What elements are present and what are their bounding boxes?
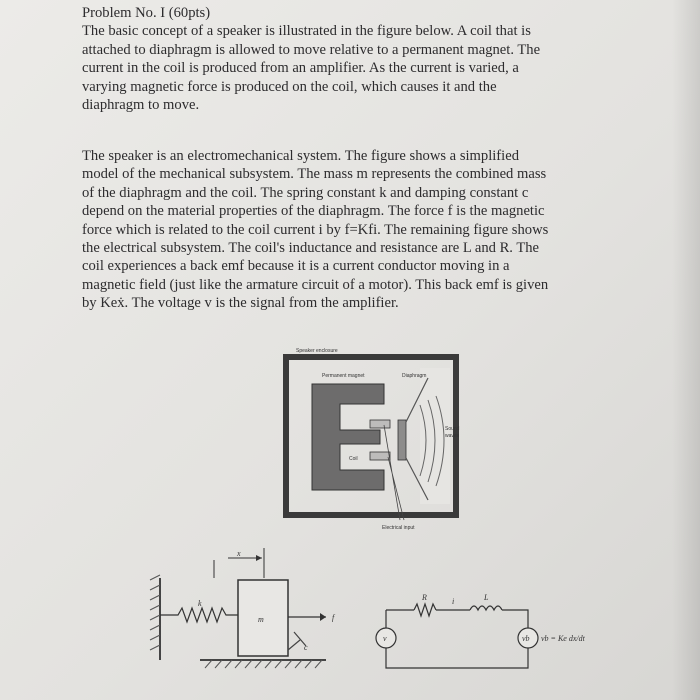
label-waves: waves — [445, 433, 460, 439]
body-line: of the diaphragm and the coil. The spring constant k and damping constant c — [82, 184, 529, 201]
body-line: the electrical subsystem. The coil's inductance and resistance are L and R. The — [82, 240, 540, 257]
label-sound: Sound — [445, 426, 460, 432]
body-line: The speaker is an electromechanical system. The figure shows a simplified — [82, 148, 519, 164]
intro-line: current in the coil is produced from an amplifier. As the current is varied, a — [82, 60, 519, 77]
intro-line: varying magnetic force is produced on the coil, which causes it and the — [82, 78, 497, 95]
intro-line: attached to diaphragm is allowed to move relative to a permanent magnet. The — [82, 41, 541, 58]
label-force-f: f — [332, 613, 335, 622]
label-permanent-magnet: Permanent magnet — [322, 373, 365, 379]
label-back-emf-source: vb — [522, 634, 530, 643]
body-line: magnetic field (just like the armature circuit of a motor). This back emf is given — [82, 276, 549, 293]
label-coil: Coil — [349, 456, 358, 462]
body-line: by Keẋ. The voltage v is the signal from the amplifier. — [82, 295, 399, 312]
body-line: depend on the material properties of the diaphragm. The force f is the magnetic — [82, 203, 545, 220]
label-speaker-enclosure: Speaker enclosure — [296, 348, 338, 354]
back-emf-equation: vb = Ke dx/dt — [541, 634, 585, 643]
body-line: force which is related to the coil current i by f=Kfi. The remaining figure shows — [82, 221, 549, 238]
label-diaphragm: Diaphragm — [402, 373, 427, 379]
label-inductor-l: L — [484, 593, 489, 602]
label-spring-k: k — [198, 599, 202, 608]
label-damper-c: c — [304, 643, 308, 652]
label-displacement-x: x — [237, 549, 241, 558]
intro-line: diaphragm to move. — [82, 97, 200, 114]
intro-line: The basic concept of a speaker is illustrated in the figure below. A coil that is — [82, 23, 531, 40]
label-current-i: i — [452, 597, 455, 606]
body-line: model of the mechanical subsystem. The mass m represents the combined mass — [82, 166, 547, 183]
label-resistor-r: R — [422, 593, 427, 602]
body-line: coil experiences a back emf because it is a current conductor moving in a — [82, 258, 510, 275]
label-source-v: v — [383, 634, 387, 643]
label-mass-m: m — [258, 615, 264, 624]
label-electrical-input: Electrical input — [382, 525, 415, 531]
problem-title: Problem No. I (60pts) — [82, 5, 211, 21]
